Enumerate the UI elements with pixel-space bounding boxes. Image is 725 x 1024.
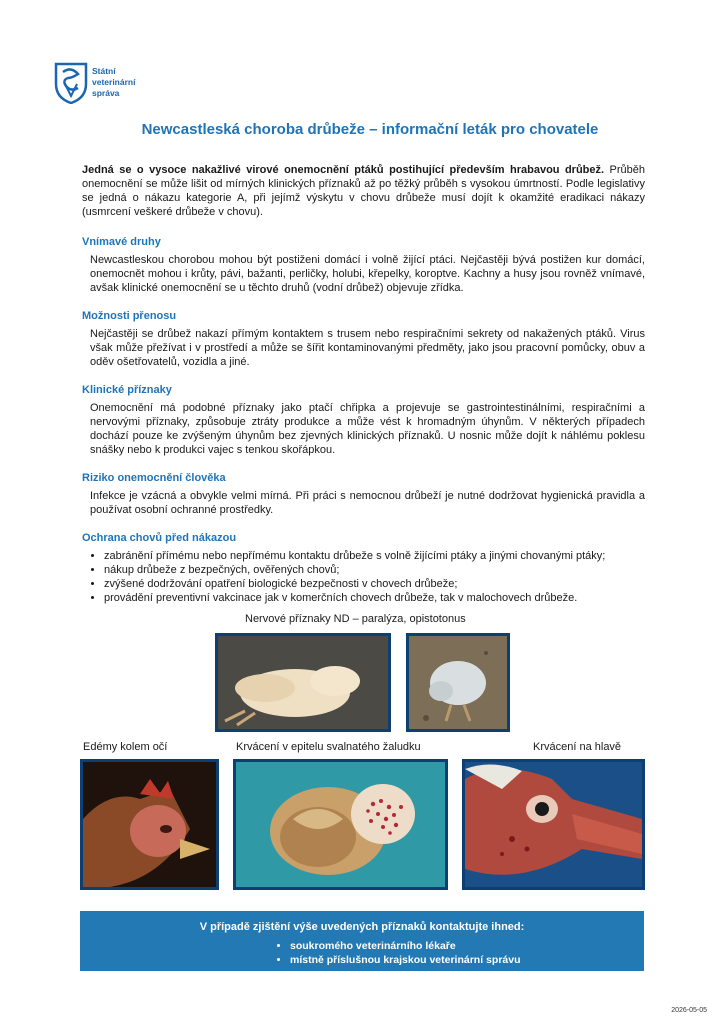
section-heading: Klinické příznaky <box>82 384 172 396</box>
intro-paragraph <box>82 163 645 219</box>
banner-list <box>276 939 521 967</box>
intro-text: Průběh onemocnění se může lišit od mírných klinických příznaků až po těžký průběh s vysokou úmrtností. Podle legislativy se jedná o nákazu kategorie A, při jejímž výskytu v chovu drůbeže musí dojít k okamžité eradikaci nákazy (usmrcení veškeré drůbeže v chovu). <box>82 164 645 218</box>
section-heading: Možnosti přenosu <box>82 310 177 322</box>
photo-opisthotonus-chicken <box>406 633 510 732</box>
intro-bold: Jedná se o vysoce nakažlivé virové onemocnění ptáků postihující především hrabavou drůbež. <box>82 164 605 176</box>
section-species <box>82 235 645 295</box>
section-heading: Riziko onemocnění člověka <box>82 472 226 484</box>
photo-head-hemorrhage <box>462 759 645 890</box>
main-content <box>82 163 645 605</box>
print-date: 2026-05-05 <box>671 1007 707 1014</box>
banner-heading: V případě zjištění výše uvedených příznaků kontaktujte ihned: <box>199 921 525 933</box>
protection-list <box>90 549 645 605</box>
section-heading: Vnímavé druhy <box>82 236 161 248</box>
list-item: • místně příslušnou krajskou veterinární správu <box>290 953 521 967</box>
list-item: • nákup drůbeže z bezpečných, ověřených chovů; <box>104 563 645 577</box>
list-item: • soukromého veterinárního lékaře <box>290 939 521 953</box>
photo-paralyzed-chicken <box>215 633 391 732</box>
caption-stomach: Krvácení v epitelu svalnatého žaludku <box>236 741 421 753</box>
section-text: Newcastleskou chorobou mohou být postiženi domácí i volně žijící ptáci. Nejčastěji bývá postižen kur domácí, onemocnět mohou i krůty, pávi, bažanti, perličky, holubi, křepelky, koroptve. Kachny a husy jsou rovněž vnímavé, avšak klinické onemocnění se u těchto druhů (vodní drůbež) objevuje zřídka. <box>90 254 645 294</box>
section-text: Onemocnění má podobné příznaky jako ptačí chřipka a projevuje se gastrointestinálními, respiračními a nervovými příznaky, způsobuje ztráty produkce a může vést k hromadným úhynům. V některých případech dochází pouze ke zvýšeným úhynům bez zjevných klinických příznaků. U nosnic může dojít k náhlému poklesu snášky nebo k produkci vajec s tenkou skořápkou. <box>90 402 645 456</box>
section-heading: Ochrana chovů před nákazou <box>82 532 237 544</box>
section-human-risk <box>82 471 645 517</box>
section-transmission <box>82 309 645 369</box>
section-protection <box>82 531 645 605</box>
logo-shield-icon <box>54 62 88 104</box>
caption-head: Krvácení na hlavě <box>533 741 622 753</box>
photo-stomach-hemorrhage <box>233 759 448 890</box>
photo-eye-edema <box>80 759 219 890</box>
caption-edema: Edémy kolem očí <box>83 741 168 753</box>
list-item: • provádění preventivní vakcinace jak v komerčních chovech drůbeže, tak v malochovech drůbeže. <box>104 591 645 605</box>
logo <box>54 62 154 106</box>
section-symptoms <box>82 383 645 457</box>
list-item: • zvýšené dodržování opatření biologické bezpečnosti v chovech drůbeže; <box>104 577 645 591</box>
section-text: Infekce je vzácná a obvykle velmi mírná. Při práci s nemocnou drůbeží je nutné dodržovat hygienická pravidla a používat osobní ochranné prostředky. <box>90 490 645 516</box>
caption-nervous: Nervové příznaky ND – paralýza, opistotonus <box>245 613 466 625</box>
logo-text: Státní veterinární správa <box>92 66 136 98</box>
page-title: Newcastleská choroba drůbeže – informační leták pro chovatele <box>141 121 599 138</box>
contact-banner <box>80 911 644 971</box>
section-text: Nejčastěji se drůbež nakazí přímým kontaktem s trusem nebo respiračními sekrety od nakažených ptáků. Virus však může přežívat i v prostředí a může se šířit kontaminovanými předměty, jako jsou pracovní pomůcky, obuv a oděv ošetřovatelů, vozidla a jiné. <box>90 328 645 368</box>
list-item: • zabránění přímému nebo nepřímému kontaktu drůbeže s volně žijícími ptáky a jinými chovanými ptáky; <box>104 549 645 563</box>
